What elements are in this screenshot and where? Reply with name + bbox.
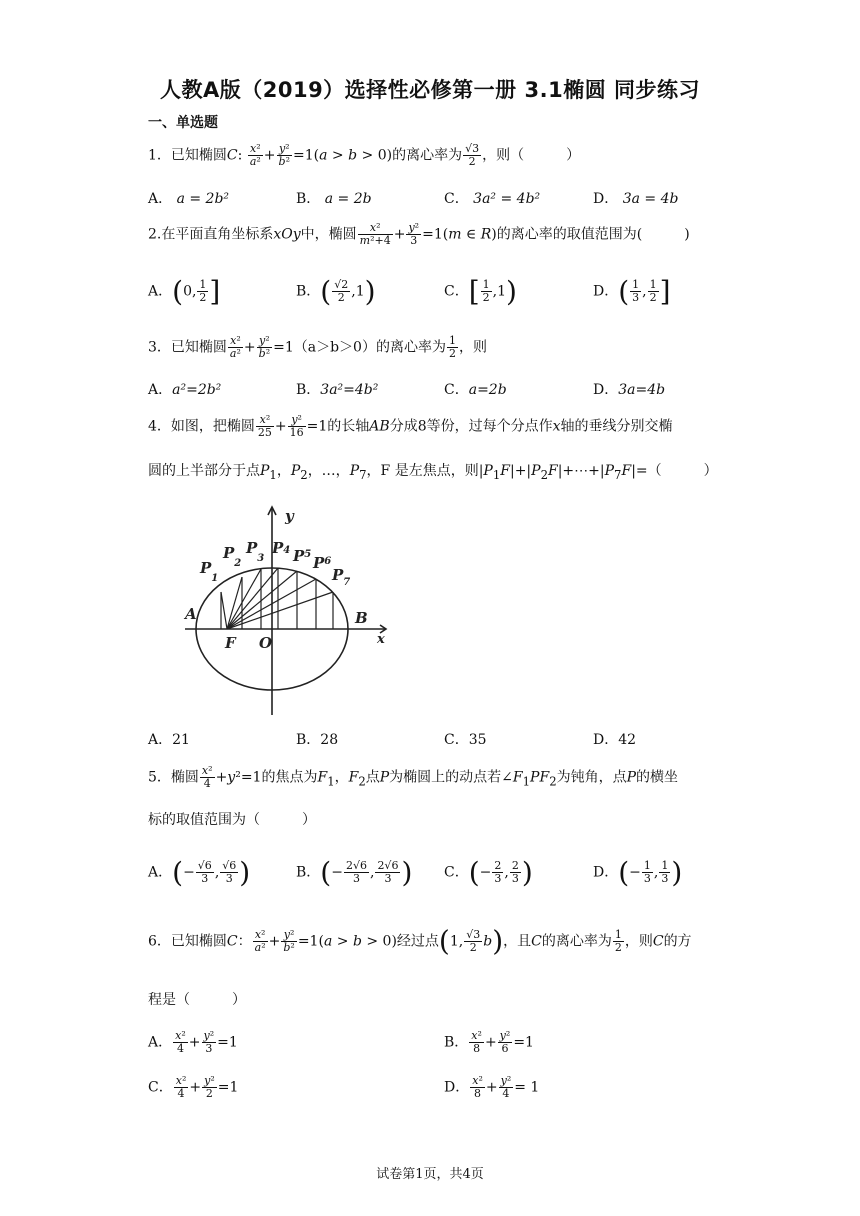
label-p5: $P^5$	[293, 547, 312, 565]
q4-option-d: D．42	[593, 732, 637, 748]
q4-option-b: B．28	[296, 732, 339, 748]
q5-option-c: C．(− $\frac{2}{3}$ , $\frac{2}{3}$ )	[444, 856, 533, 889]
q4-option-c: C．35	[444, 732, 487, 748]
q3-option-b: B．3a²=4b²	[296, 382, 379, 398]
label-y: y	[285, 507, 294, 525]
label-p6: $P^6$	[313, 554, 332, 572]
question-4-line-1: 4．如图，把椭圆 $\frac{\text{x²}}{25}$ + $\frac{\text{y²}}{16}$ =1的长轴AB分成8等份，过每个分点作x轴的垂线分别交椭	[148, 413, 673, 439]
q5-option-a: A．(− $\frac{√6}{3}$ , $\frac{√6}{3}$ )	[148, 856, 251, 889]
question-6-line-2: 程是（ ）	[148, 992, 246, 1008]
q5-option-b: B．(− $\frac{2√6}{3}$ , $\frac{2√6}{3}$ )	[296, 856, 413, 889]
ellipse-figure	[180, 505, 410, 720]
q3-option-a: A．a²=2b²	[148, 382, 222, 398]
label-f: F	[225, 634, 236, 652]
q1-option-b: B． a = 2b	[296, 191, 372, 207]
q6-option-d: D． $\frac{\text{x²}}{8}$ + $\frac{\text{y²}}{4}$ = 1	[444, 1074, 540, 1100]
question-2: 2.在平面直角坐标系xOy中，椭圆 $\frac{\text{x²}}{\text{m²+4}}$ + $\frac{\text{y²}}{3}$ =1(m ∈ R)的离心率的取值范围为( )	[148, 221, 690, 247]
q6-option-b: B． $\frac{\text{x²}}{8}$ + $\frac{\text{y²}}{6}$ =1	[444, 1029, 534, 1055]
q2-option-b: B．( $\frac{√2}{2}$ ,1)	[296, 275, 376, 308]
q6-option-c: C． $\frac{\text{x²}}{4}$ + $\frac{\text{y²}}{2}$ =1	[148, 1074, 239, 1100]
label-p1: $P_1$	[200, 559, 219, 584]
page-title: 人教A版（2019）选择性必修第一册 3.1椭圆 同步练习	[159, 78, 701, 102]
q1-option-a: A． a = 2b²	[148, 191, 230, 207]
label-a: A	[185, 605, 197, 623]
q6-option-a: A． $\frac{\text{x²}}{4}$ + $\frac{\text{y²}}{3}$ =1	[148, 1029, 238, 1055]
question-1: 1．已知椭圆C: $\frac{\text{x²}}{\text{a²}}$ + $\frac{\text{y²}}{\text{b²}}$ =1(a > b > 0)的离心率为 $\frac{√3}{2}$ ，则（ ）	[148, 142, 581, 168]
q5-option-d: D．(− $\frac{1}{3}$ , $\frac{1}{3}$ )	[593, 856, 683, 889]
question-4-line-2: 圆的上半部分于点$P_1$，$P_2$，…，$P_7$，F 是左焦点，则$|P_1F|+|P_2F|+\cdots+|P_7F|=$（ ）	[148, 463, 718, 482]
page-footer: 试卷第1页，共4页	[376, 1167, 484, 1182]
q2-option-d: D．( $\frac{1}{3}$ , $\frac{1}{2}$ ]	[593, 275, 671, 308]
section-heading: 一、单选题	[148, 115, 218, 131]
q4-option-a: A．21	[148, 732, 190, 748]
q3-option-d: D．3a=4b	[593, 382, 666, 398]
label-p2: $P_2$	[223, 544, 242, 569]
q1-option-d: D． 3a = 4b	[593, 191, 679, 207]
question-5-line-2: 标的取值范围为（ ）	[148, 812, 316, 828]
label-p7: $P_7$	[332, 566, 351, 588]
label-p3: $P_3$	[246, 539, 265, 564]
label-o: O	[259, 634, 273, 652]
label-x: x	[377, 632, 385, 647]
q2-option-c: C．[ $\frac{1}{2}$ ,1)	[444, 275, 517, 308]
question-6-line-1: 6．已知椭圆C： $\frac{\text{x²}}{\text{a²}}$ + $\frac{\text{y²}}{\text{b²}}$ =1(a > b > 0)经过点(1, $\frac{√3}{2}$ b)，且C的离心率为 $\frac{1}{2}$ ，则C的方	[148, 924, 692, 958]
q3-option-c: C．a=2b	[444, 382, 507, 398]
label-b: B	[355, 609, 368, 627]
question-3: 3．已知椭圆 $\frac{\text{x²}}{\text{a²}}$ + $\frac{\text{y²}}{\text{b²}}$ =1（a＞b＞0）的离心率为 $\frac{1}{2}$ ，则	[148, 334, 487, 360]
question-5-line-1: 5．椭圆 $\frac{\text{x²}}{4}$ +y²=1的焦点为$F_1$，$F_2$点P为椭圆上的动点若$\angle F_1PF_2$为钝角，点P的横坐	[148, 764, 679, 790]
label-p4: P4	[272, 539, 291, 557]
q2-option-a: A．(0, $\frac{1}{2}$ ]	[148, 275, 221, 308]
q1-option-c: C． 3a² = 4b²	[444, 191, 541, 207]
